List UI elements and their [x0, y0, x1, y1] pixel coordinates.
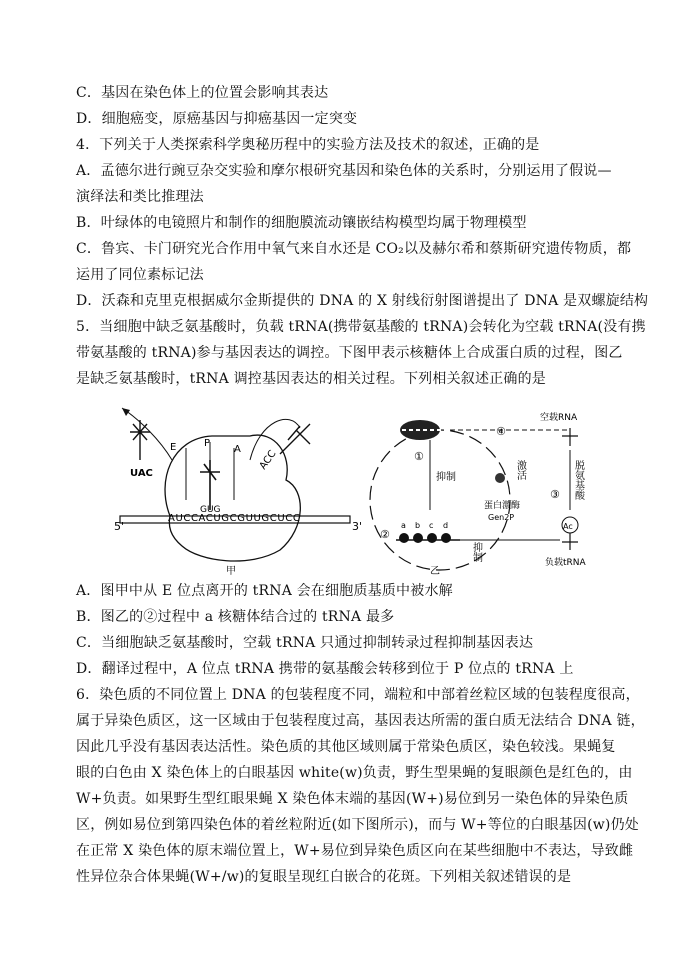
step-3: ③: [550, 488, 560, 501]
question-5-cont2: 是缺乏氨基酸时，tRNA 调控基因表达的相关过程。下列相关叙述正确的是: [76, 371, 546, 387]
inhibit-label-2: 抑制: [470, 542, 482, 562]
question-6-l8: 性异位杂合体果蝇(W+/w)的复眼呈现红白嵌合的花斑。下列相关叙述错误的是: [76, 869, 572, 885]
q5-option-a: A．图甲中从 E 位点离开的 tRNA 会在细胞质基质中被水解: [76, 583, 453, 599]
q4-option-d: D．沃森和克里克根据威尔金斯提供的 DNA 的 X 射线衍射图谱提出了 DNA 是双螺旋结构: [76, 293, 649, 309]
ribosome-label-b: b: [415, 521, 421, 530]
q4-option-a: A．孟德尔进行豌豆杂交实验和摩尔根研究基因和染色体的关系时，分别运用了假说—: [76, 163, 612, 179]
question-5-cont1: 带氨基酸的 tRNA)参与基因表达的调控。下图甲表示核糖体上合成蛋白质的过程，图乙: [76, 345, 623, 361]
inhibit-label-1: 抑制: [436, 472, 456, 483]
step-1: ①: [414, 450, 424, 463]
leaving-trna: [130, 420, 150, 460]
kinase-label: 蛋白激酶: [484, 501, 521, 511]
empty-trna-icon: [562, 428, 578, 446]
ribosome-b: [413, 533, 423, 543]
mrna-5prime: 5': [114, 520, 125, 533]
question-6-l5: W+负责。如果野生型红眼果蝇 X 染色体末端的基因(W+)易位到另一染色体的异染色质: [76, 791, 629, 807]
ribosome-c: [427, 533, 437, 543]
empty-trna-label: 空载RNA: [540, 413, 578, 423]
option-d-q3: D．细胞癌变，原癌基因与抑癌基因一定突变: [76, 111, 358, 127]
q4-option-b: B．叶绿体的电镜照片和制作的细胞膜流动镶嵌结构模型均属于物理模型: [76, 215, 527, 231]
question-6-l3: 因此几乎没有基因表达活性。染色质的其他区域则属于常染色质区，染色较浅。果蝇复: [76, 739, 616, 755]
site-a: A: [234, 444, 241, 455]
figure-jia: [114, 408, 362, 577]
question-6: 6．染色质的不同位置上 DNA 的包装程度不同，端粒和中部着丝粒区域的包装程度很高，: [76, 687, 640, 703]
ribosome-d: [441, 533, 451, 543]
mrna-3prime: 3': [352, 520, 363, 533]
activate-label: 激活: [514, 460, 526, 480]
exit-arrow: [122, 408, 172, 460]
label-jia: 甲: [226, 566, 236, 577]
cell-nucleus-outline: [370, 430, 510, 570]
q5-figure: [100, 400, 600, 578]
incoming-trna: [280, 424, 310, 454]
label-yi: 乙: [430, 566, 440, 577]
kinase-icon: [495, 473, 505, 483]
question-6-l6: 区，例如易位到第四染色体的着丝粒附近(如下图所示)，而与 W+等位的白眼基因(w)仍处: [76, 817, 639, 833]
codon-gug: GUG: [200, 505, 221, 515]
ribosome-label-d: d: [443, 521, 449, 530]
option-c-q3: C．基因在染色体上的位置会影响其表达: [76, 85, 329, 101]
ribosome-label-c: c: [429, 521, 434, 530]
q4-option-c: C．鲁宾、卡门研究光合作用中氧气来自水还是 CO₂以及赫尔希和蔡斯研究遗传物质，都: [76, 241, 632, 257]
q5-option-b: B．图乙的②过程中 a 核糖体结合过的 tRNA 最多: [76, 609, 395, 625]
site-p: P: [204, 438, 211, 449]
q4-option-a-cont: 演绎法和类比推理法: [76, 189, 204, 205]
mrna-sequence: AUCCACUGCGUUGCUCC: [168, 513, 301, 524]
question-5: 5．当细胞中缺乏氨基酸时，负载 tRNA(携带氨基酸的 tRNA)会转化为空载 tRNA(没有携: [76, 319, 646, 335]
question-4: 4．下列关于人类探索科学奥秘历程中的实验方法及技术的叙述，正确的是: [76, 137, 540, 153]
ribosome-a: [399, 533, 409, 543]
deamino-label: 脱氨基酸: [572, 460, 584, 500]
arrow-head: [122, 408, 130, 416]
q5-option-c: C．当细胞缺乏氨基酸时，空载 tRNA 只通过抑制转录过程抑制基因表达: [76, 635, 534, 651]
question-6-l2: 属于异染色质区，这一区域由于包装程度过高，基因表达所需的蛋白质无法结合 DNA 链，: [76, 713, 645, 729]
site-e: E: [170, 442, 177, 453]
q5-option-d: D．翻译过程中，A 位点 tRNA 携带的氨基酸会转移到位于 P 位点的 tRNA 上: [76, 661, 574, 677]
gen2p-label: Gen2P: [488, 513, 515, 522]
question-6-l4: 眼的白色由 X 染色体上的白眼基因 white(w)负责，野生型果蝇的复眼颜色是红色的，由: [76, 765, 633, 781]
p-site-trna: [200, 460, 220, 510]
question-6-l7: 在正常 X 染色体的原末端位置上，W+易位到异染色质区向在某些细胞中不表达，导致雌: [76, 843, 634, 859]
step-4: ④: [496, 425, 506, 438]
ac-label: Ac: [563, 522, 573, 531]
ribosome-label-a: a: [401, 521, 406, 530]
anticodon-acc: ACC: [257, 448, 279, 472]
loaded-trna-label: 负载tRNA: [545, 558, 586, 568]
anticodon-uac: UAC: [130, 468, 153, 479]
loaded-trna-icon: [562, 533, 578, 550]
step-2: ②: [380, 528, 390, 541]
q4-option-c-cont: 运用了同位素标记法: [76, 267, 204, 283]
figure-yi: [370, 411, 587, 577]
